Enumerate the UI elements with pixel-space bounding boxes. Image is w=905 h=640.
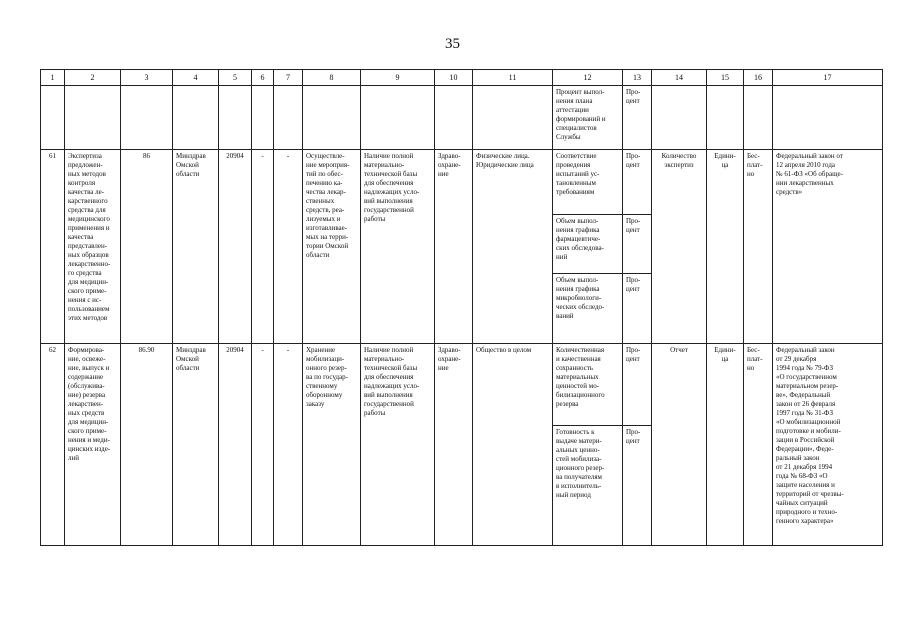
budget-code-cell: 20904 <box>219 344 252 546</box>
column-number: 5 <box>219 70 252 86</box>
column-number: 3 <box>121 70 173 86</box>
continuation-row <box>41 86 883 150</box>
volume-cell: Отчет <box>652 344 707 546</box>
page-number: 35 <box>445 36 460 52</box>
dash-cell: - <box>252 344 274 546</box>
volume-unit-cell: Едини- ца <box>707 150 744 344</box>
indicator-cell: Объем выпол- нения графика микробиологи- ческих обследо- ваний <box>553 274 623 344</box>
organization-cell: Минздрав Омской области <box>173 150 219 344</box>
work-name-cell: Экспертиза предложен- ных методов контроля качества ле- карственного средства для медицинского применения и качества представлен- ных образцов лекарственно- го средства для медицин- ского приме- нения с ис- пользованием этих методов <box>65 150 121 344</box>
law-cell: Федеральный закон от 12 апреля 2010 года № 61-ФЗ «Об обраще- нии лекарственных средств» <box>773 150 883 344</box>
column-number: 11 <box>473 70 553 86</box>
indicator-cell: Соответствие проведения испытаний ус- тановленным требованиям <box>553 150 623 215</box>
indicator-cell: Готовность к выдаче матери- альных ценно- стей мобилиза- ционного резер- ва получателям в исполнитель- ный период <box>553 426 623 546</box>
column-number: 2 <box>65 70 121 86</box>
content-cell: Осуществле- ние мероприя- тий по обес- печению ка- чества лекар- ственных средств, реа- лизуемых и изготавливае- мых на терри- тории Омской области <box>303 150 361 344</box>
indicator-unit-cell: Про- цент <box>623 86 652 150</box>
table-row <box>41 344 883 426</box>
dash-cell: - <box>252 150 274 344</box>
dash-cell: - <box>274 344 303 546</box>
column-number: 12 <box>553 70 623 86</box>
budget-code-cell: 20904 <box>219 150 252 344</box>
row-number-cell: 62 <box>41 344 65 546</box>
content-cell: Хранение мобилизаци- онного резер- ва по государ- ственному оборонному заказу <box>303 344 361 546</box>
column-number: 7 <box>274 70 303 86</box>
indicator-unit-cell: Про- цент <box>623 344 652 426</box>
column-number: 1 <box>41 70 65 86</box>
sector-cell: Здраво- охране- ние <box>435 150 473 344</box>
consumers-cell: Общество в целом <box>473 344 553 546</box>
indicator-unit-cell: Про- цент <box>623 215 652 274</box>
column-number: 10 <box>435 70 473 86</box>
organization-cell: Минздрав Омской области <box>173 344 219 546</box>
column-number: 9 <box>361 70 435 86</box>
indicator-unit-cell: Про- цент <box>623 150 652 215</box>
column-number: 13 <box>623 70 652 86</box>
okved-code-cell: 86 <box>121 150 173 344</box>
column-number: 17 <box>773 70 883 86</box>
work-name-cell: Формирова- ние, освеже- ние, выпуск и содержание (обслужива- ние) резерва лекарствен- ных средств для медицин- ского приме- нения и меди- цинских изде- лий <box>65 344 121 546</box>
law-cell: Федеральный закон от 29 декабря 1994 года № 79-ФЗ «О государственном материальном резер- ве», Федеральный закон от 26 февраля 1997 года № 31-ФЗ «О мобилизационной подготовке и мобили- зации в Российской Федерации», Феде- ральный закон от 21 декабря 1994 года № 68-ФЗ «О защите населения и территорий от чрезвы- чайных ситуаций природного и техно- генного характера» <box>773 344 883 546</box>
dash-cell: - <box>274 150 303 344</box>
column-number: 15 <box>707 70 744 86</box>
column-number: 8 <box>303 70 361 86</box>
table-row <box>41 150 883 215</box>
payment-cell: Бес- плат- но <box>744 150 773 344</box>
registry-table <box>40 69 883 546</box>
row-number-cell: 61 <box>41 150 65 344</box>
conditions-cell: Наличие полной материально- технической базы для обеспечения надлежащих усло- вий выполнения государственной работы <box>361 150 435 344</box>
sector-cell: Здраво- охране- ние <box>435 344 473 546</box>
payment-cell: Бес- плат- но <box>744 344 773 546</box>
column-number: 6 <box>252 70 274 86</box>
indicator-cell: Количественная и качественная сохранность материальных ценностей мо- билизационного резерва <box>553 344 623 426</box>
indicator-cell: Объем выпол- нения графика фармацевтиче- ских обследова- ний <box>553 215 623 274</box>
consumers-cell: Физические лица. Юридические лица <box>473 150 553 344</box>
volume-unit-cell: Едини- ца <box>707 344 744 546</box>
conditions-cell: Наличие полной материально- технической базы для обеспечения надлежащих усло- вий выполнения государственной работы <box>361 344 435 546</box>
column-number: 14 <box>652 70 707 86</box>
indicator-cell: Процент выпол- нения плана аттестации формирований и специалистов Службы <box>553 86 623 150</box>
okved-code-cell: 86.90 <box>121 344 173 546</box>
indicator-unit-cell: Про- цент <box>623 426 652 546</box>
column-number: 4 <box>173 70 219 86</box>
column-number: 16 <box>744 70 773 86</box>
volume-cell: Количество экспертиз <box>652 150 707 344</box>
indicator-unit-cell: Про- цент <box>623 274 652 344</box>
column-number-row <box>41 70 883 86</box>
